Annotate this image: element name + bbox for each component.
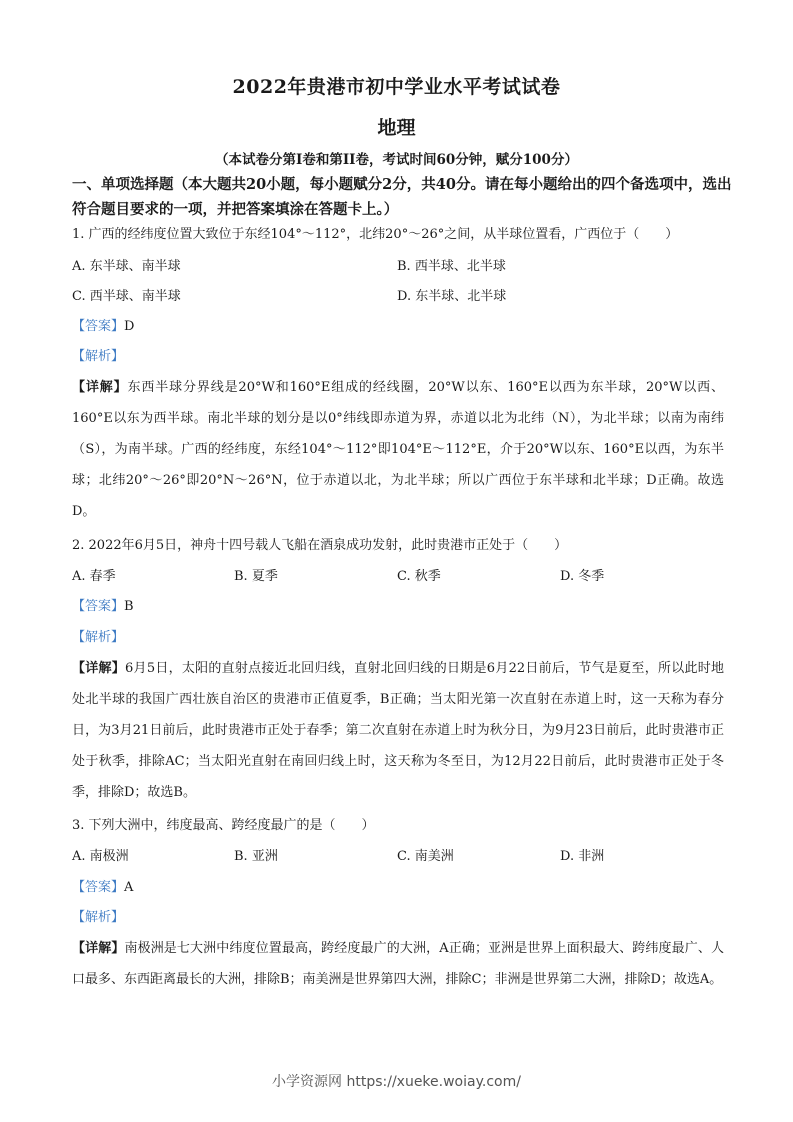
answer-label: 【答案】 [72, 599, 125, 614]
question-3-option-b: B. 亚洲 [234, 849, 278, 864]
detail-text: 6月5日，太阳的直射点接近北回归线，直射北回归线的日期是6月22日前后，节气是夏至，所以此时地处北半球的我国广西壮族自治区的贵港市正值夏季，B正确；当太阳光第一次直射在赤道上时，这一天称为春分日，为3月21日前后，此时贵港市正处于春季；第二次直射在赤道上时为秋分日，为9月23日前后，此时贵港市正处于秋季，排除AC；当太阳光直射在南回归线上时，这天称为冬至日，为12月22日前后，此时贵港市正处于冬季，排除D；故选B。 [72, 661, 724, 800]
question-1-analysis-label: 【解析】 [72, 349, 125, 364]
question-2-option-a: A. 春季 [72, 569, 116, 584]
question-1-option-c: C. 西半球、南半球 [72, 289, 181, 304]
answer-value: A [124, 880, 134, 895]
question-3-analysis-label: 【解析】 [72, 910, 125, 925]
answer-value: B [124, 599, 134, 614]
question-1-answer [72, 318, 134, 336]
detail-label: 【详解】 [72, 661, 126, 676]
question-3-detail [72, 933, 724, 995]
detail-text: 南极洲是七大洲中纬度位置最高，跨经度最广的大洲，A正确；亚洲是世界上面积最大、跨纬度最广、人口最多、东西距离最长的大洲，排除B；南美洲是世界第四大洲，排除C；非洲是世界第二大洲，排除D；故选A。 [72, 941, 724, 987]
subject-title: 地理 [377, 117, 416, 139]
question-2-stem: 2. 2022年6月5日，神舟十四号载人飞船在酒泉成功发射，此时贵港市正处于（ ） [72, 538, 568, 553]
answer-label: 【答案】 [72, 880, 125, 895]
question-3-stem: 3. 下列大洲中，纬度最高、跨经度最广的是（ ） [72, 818, 375, 833]
exam-title: 2022年贵港市初中学业水平考试试卷 [232, 76, 561, 98]
question-3-answer [72, 879, 133, 897]
question-3-option-a: A. 南极洲 [72, 849, 129, 864]
watermark-footer: 小学资源网 https://xueke.woiay.com/ [272, 1074, 521, 1090]
exam-info: （本试卷分第I卷和第II卷，考试时间60分钟，赋分100分） [215, 152, 578, 168]
answer-label: 【答案】 [72, 319, 125, 334]
answer-value: D [124, 319, 135, 334]
question-3-option-c: C. 南美洲 [397, 849, 454, 864]
question-2-option-d: D. 冬季 [560, 569, 605, 584]
question-2-detail [72, 653, 724, 808]
detail-text: 东西半球分界线是20°W和160°E组成的经线圈，20°W以东、160°E以西为东半球，20°W以西、160°E以东为西半球。南北半球的划分是以0°纬线即赤道为界，赤道以北为北纬（N），为北半球；以南为南纬（S），为南半球。广西的经纬度，东经104°～112°即104°E～112°E，介于20°W以东、160°E以西，为东半球；北纬20°～26°即20°N～26°N，位于赤道以北，为北半球；所以广西位于东半球和北半球；D正确。故选D。 [72, 380, 724, 519]
question-2-answer [72, 598, 134, 616]
question-1-stem: 1. 广西的经纬度位置大致位于东经104°～112°，北纬20°～26°之间，从半球位置看，广西位于（ ） [72, 227, 679, 242]
question-1-option-b: B. 西半球、北半球 [397, 259, 506, 274]
question-2-option-b: B. 夏季 [234, 569, 278, 584]
question-2-option-c: C. 秋季 [397, 569, 441, 584]
question-1-detail [72, 372, 724, 527]
question-2-analysis-label: 【解析】 [72, 630, 125, 645]
detail-label: 【详解】 [72, 380, 128, 395]
question-3-option-d: D. 非洲 [560, 849, 605, 864]
question-1-option-a: A. 东半球、南半球 [72, 259, 181, 274]
section-heading: 一、单项选择题（本大题共20小题，每小题赋分2分，共40分。请在每小题给出的四个备选项中，选出符合题目要求的一项，并把答案填涂在答题卡上。） [72, 176, 732, 218]
detail-label: 【详解】 [72, 941, 125, 956]
question-1-option-d: D. 东半球、北半球 [397, 289, 507, 304]
